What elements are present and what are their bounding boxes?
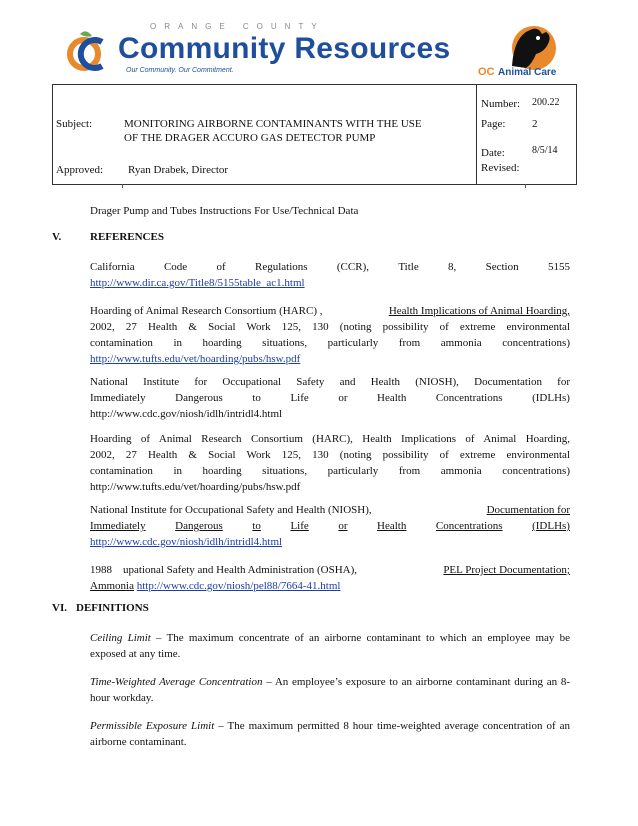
subject-label: Subject: [56,118,93,130]
animal-care-oc-icon: OC [478,66,495,78]
osha-title-2: Ammonia [90,580,134,592]
harc2-line2: 2002, 27 Health & Social Work 125, 130 (noting possibility of extreme environmental [90,449,570,461]
number-value: 200.22 [532,97,560,108]
niosh2-title: Documentation for [486,504,570,516]
ccr-word: Section [485,261,519,273]
niosh1-line1: National Institute for Occupational Safety and Health (NIOSH), Documentation for [90,376,570,388]
definition-twa [90,674,570,706]
niosh1-word: or [338,392,348,404]
niosh2-word: to [252,520,261,532]
header-bottom-ticks [122,184,123,188]
ccr-word: Code [163,261,188,273]
org-name: Community Resources [118,32,451,65]
harc2-line3: contamination in hoarding situations, particularly from ammonia concentrations) [90,465,570,477]
date-value: 8/5/14 [532,145,558,156]
harc1-citation [90,303,570,367]
niosh1-citation [90,374,570,422]
niosh2-word: Immediately [90,520,146,532]
harc1-title: Health Implications of Animal Hoarding, [388,305,570,317]
oc-logo-icon [66,30,118,72]
definition-term: Time-Weighted Average Concentration [90,676,263,688]
page-label: Page: [481,118,506,130]
definition-ceiling-limit [90,630,570,662]
osha-citation [90,562,570,594]
harc1-prefix: Hoarding of Animal Research Consortium (HARC) , [90,305,323,317]
niosh1-word: (IDLHs) [532,392,570,404]
harc1-link[interactable]: http://www.tufts.edu/vet/hoarding/pubs/hsw.pdf [90,353,301,365]
ccr-word: 8, [448,261,457,273]
niosh2-link[interactable]: http://www.cdc.gov/niosh/idlh/intridl4.html [90,536,283,548]
animal-care-logo-icon [486,22,566,72]
ccr-word: California [90,261,135,273]
niosh1-word: Concentrations [435,392,503,404]
intro-line: Drager Pump and Tubes Instructions For Use/Technical Data [90,205,359,217]
ccr-word: Title [398,261,419,273]
definitions-title: DEFINITIONS [76,602,149,614]
subject-line-2: OF THE DRAGER ACCURO GAS DETECTOR PUMP [124,132,376,144]
approved-value: Ryan Drabek, Director [128,164,229,176]
revised-label: Revised: [481,162,520,174]
niosh2-word: or [338,520,348,532]
definition-text: – The maximum concentrate of an airborne contaminant to which an employee may be exposed at any time. [90,632,570,660]
osha-link[interactable]: http://www.cdc.gov/niosh/pel88/7664-41.html [136,580,341,592]
ccr-link[interactable]: http://www.dir.ca.gov/Title8/5155table_ac1.html [90,277,305,289]
osha-prefix: 1988 upational Safety and Health Administration (OSHA), [90,564,358,576]
harc1-line3: contamination in hoarding situations, particularly from ammonia concentrations) [90,337,570,349]
references-title: REFERENCES [90,231,164,243]
niosh2-citation [90,502,570,550]
harc2-line1: Hoarding of Animal Research Consortium (HARC), Health Implications of Animal Hoarding, [90,433,570,445]
page-value: 2 [532,118,538,130]
niosh2-word: (IDLHs) [532,520,570,532]
county-label: ORANGE COUNTY [150,22,325,31]
org-tagline: Our Community. Our Commitment. [126,67,234,74]
ccr-word: Regulations [255,261,308,273]
niosh2-word: Concentrations [435,520,503,532]
number-label: Number: [481,98,521,110]
date-label: Date: [481,147,505,159]
subject-line-1: MONITORING AIRBORNE CONTAMINANTS WITH THE USE [124,118,422,130]
niosh1-word: Life [290,392,309,404]
definition-term: Permissible Exposure Limit [90,720,215,732]
harc2-citation [90,431,570,495]
ccr-word: of [216,261,226,273]
definition-text: – An employee’s exposure to an airborne contaminant during an 8-hour workday. [90,676,570,704]
animal-care-label: Animal Care [498,67,557,78]
niosh1-word: Health [377,392,407,404]
header-divider [476,85,477,184]
definitions-number: VI. [52,602,67,614]
niosh1-link: http://www.cdc.gov/niosh/idlh/intridl4.html [90,408,283,420]
niosh2-prefix: National Institute for Occupational Safety and Health (NIOSH), [90,504,372,516]
harc1-line2: 2002, 27 Health & Social Work 125, 130 (noting possibility of extreme environmental [90,321,570,333]
definition-term: Ceiling Limit [90,632,151,644]
niosh1-word: to [252,392,261,404]
header-bottom-tick2 [525,184,526,188]
references-number: V. [52,231,62,243]
approved-label: Approved: [56,164,104,176]
ccr-citation [90,259,570,275]
niosh2-word: Life [290,520,309,532]
definition-text: – The maximum permitted 8 hour time-weighted average concentration of an airborne contaminant. [90,720,570,748]
niosh2-word: Dangerous [175,520,223,532]
niosh1-word: Dangerous [175,392,223,404]
niosh2-word: Health [377,520,407,532]
definition-pel [90,718,570,750]
ccr-word: 5155 [547,261,570,273]
ccr-word: (CCR), [336,261,369,273]
harc2-link: http://www.tufts.edu/vet/hoarding/pubs/hsw.pdf [90,481,301,493]
osha-title: PEL Project Documentation; [443,564,570,576]
niosh1-word: Immediately [90,392,146,404]
